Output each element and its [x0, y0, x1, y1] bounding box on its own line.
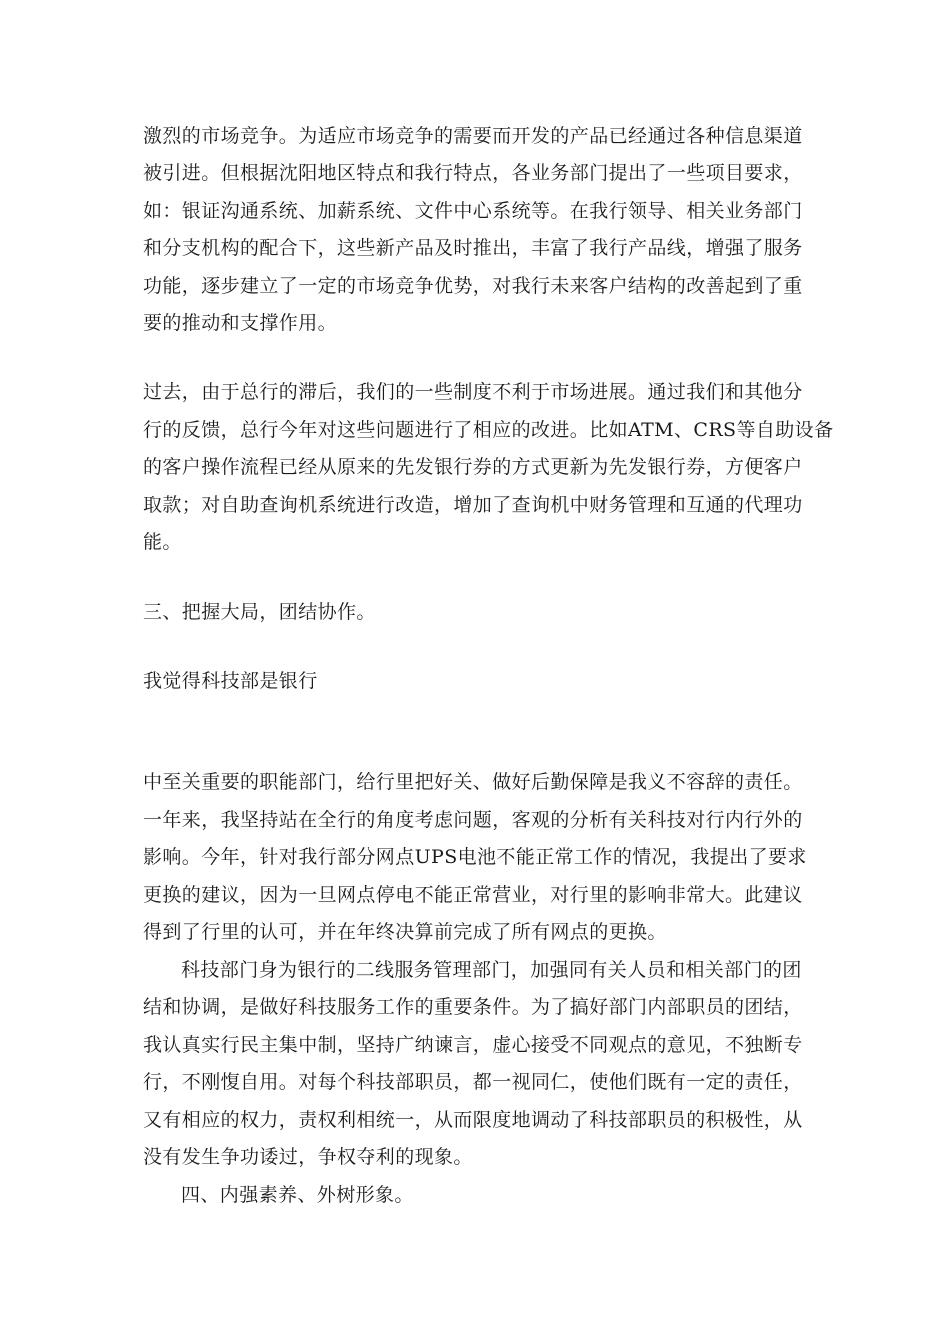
paragraph-1-line-4: 和分支机构的配合下，这些新产品及时推出，丰富了我行产品线，增强了服务: [143, 237, 803, 259]
paragraph-2-line-5: 能。: [143, 531, 182, 553]
paragraph-3-line-5: 得到了行里的认可，并在年终决算前完成了所有网点的更换。: [143, 921, 667, 943]
paragraph-1-line-5: 功能，逐步建立了一定的市场竞争优势，对我行未来客户结构的改善起到了重: [143, 275, 803, 297]
paragraph-3-line-2: 一年来，我坚持站在全行的角度考虑问题，客观的分析有关科技对行内行外的: [143, 809, 803, 831]
paragraph-4-line-2: 结和协调，是做好科技服务工作的重要条件。为了搞好部门内部职员的团结，: [143, 996, 803, 1018]
short-line: 我觉得科技部是银行: [143, 670, 318, 692]
paragraph-1-line-1: 激烈的市场竞争。为适应市场竞争的需要而开发的产品已经通过各种信息渠道: [143, 125, 803, 147]
paragraph-4-line-3: 我认真实行民主集中制，坚持广纳谏言，虚心接受不同观点的意见，不独断专: [143, 1034, 803, 1056]
paragraph-3-line-3: 影响。今年，针对我行部分网点UPS电池不能正常工作的情况，我提出了要求: [143, 846, 807, 868]
section-heading-4: 四、内强素养、外树形象。: [181, 1184, 414, 1206]
paragraph-4-line-1: 科技部门身为银行的二线服务管理部门，加强同有关人员和相关部门的团: [181, 959, 802, 981]
paragraph-4-line-5: 又有相应的权力，责权利相统一，从而限度地调动了科技部职员的积极性，从: [143, 1109, 803, 1131]
paragraph-2-line-1: 过去，由于总行的滞后，我们的一些制度不利于市场进展。通过我们和其他分: [143, 381, 803, 403]
paragraph-1-line-2: 被引进。但根据沈阳地区特点和我行特点，各业务部门提出了一些项目要求，: [143, 162, 803, 184]
paragraph-1-line-3: 如：银证沟通系统、加薪系统、文件中心系统等。在我行领导、相关业务部门: [143, 200, 803, 222]
paragraph-2-line-4: 取款；对自助查询机系统进行改造，增加了查询机中财务管理和互通的代理功: [143, 494, 803, 516]
paragraph-3-line-4: 更换的建议，因为一旦网点停电不能正常营业，对行里的影响非常大。此建议: [143, 884, 803, 906]
paragraph-3-line-1: 中至关重要的职能部门，给行里把好关、做好后勤保障是我义不容辞的责任。: [143, 771, 803, 793]
paragraph-4-line-6: 没有发生争功诿过，争权夺利的现象。: [143, 1146, 473, 1168]
section-heading-3: 三、把握大局，团结协作。: [143, 601, 376, 623]
paragraph-2-line-2: 行的反馈，总行今年对这些问题进行了相应的改进。比如ATM、CRS等自助设备: [143, 419, 834, 441]
paragraph-1-line-6: 要的推动和支撑作用。: [143, 312, 338, 334]
paragraph-4-line-4: 行，不刚愎自用。对每个科技部职员，都一视同仁，使他们既有一定的责任，: [143, 1071, 803, 1093]
paragraph-2-line-3: 的客户操作流程已经从原来的先发银行券的方式更新为先发银行券，方便客户: [143, 456, 803, 478]
